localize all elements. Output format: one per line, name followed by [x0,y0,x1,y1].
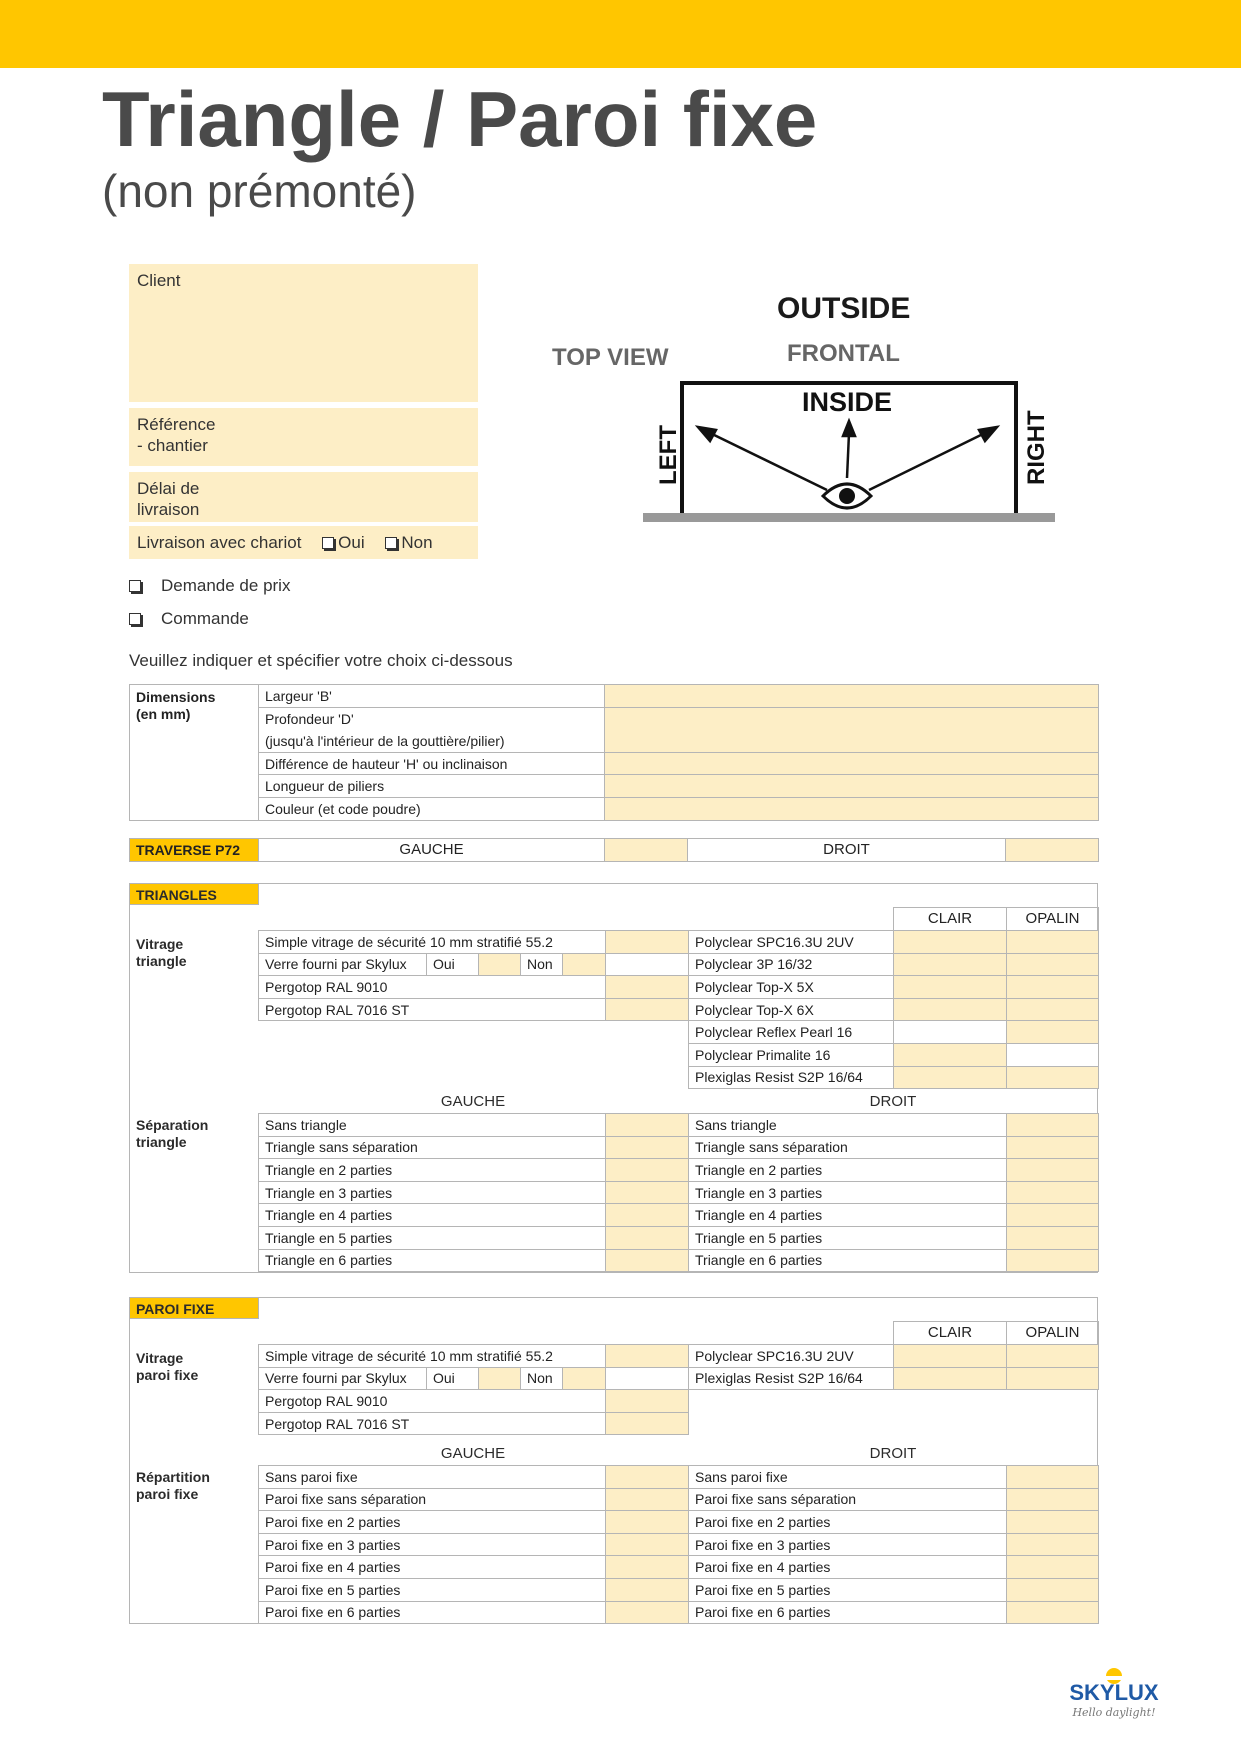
right-input[interactable] [1007,1249,1099,1272]
triangle-glazing-label: Vitrage triangle [136,936,187,969]
checkbox-icon[interactable] [129,580,141,592]
left-input[interactable] [606,1249,689,1272]
triangle-glazing-left [258,930,689,1021]
dim-row-label: (jusqu'à l'intérieur de la gouttière/pilier) [259,730,605,753]
clear-column-header: CLAIR [894,1322,1007,1345]
dim-input[interactable] [605,797,1099,820]
right-input[interactable] [1007,1556,1099,1579]
inside-label: INSIDE [802,387,893,417]
reference-label-2: - chantier [137,436,208,455]
option-order[interactable] [129,609,249,629]
opal-input[interactable] [1007,953,1099,976]
separation-option: Triangle en 2 parties [259,1159,606,1182]
separation-option: Triangle en 5 parties [689,1226,1007,1249]
right-input[interactable] [1007,1181,1099,1204]
page-subtitle: (non prémonté) [102,165,417,217]
paroi-glazing-left [258,1344,689,1435]
empty-cell [606,1367,689,1390]
glazing-option: Polyclear Primalite 16 [689,1043,894,1066]
top-accent-bar [0,0,1241,68]
glazing-option: Plexiglas Resist S2P 16/64 [689,1066,894,1089]
repartition-option: Paroi fixe en 3 parties [259,1533,606,1556]
left-input[interactable] [606,1204,689,1227]
opal-column-header: OPALIN [1007,1322,1099,1345]
separation-option: Triangle sans séparation [689,1136,1007,1159]
glazing-option: Polyclear Top-X 5X [689,976,894,999]
traverse-table [129,838,1099,862]
option-price-request-label: Demande de prix [161,576,291,595]
client-field[interactable] [129,264,478,402]
dim-input[interactable] [605,752,1099,775]
glazing-option: Polyclear SPC16.3U 2UV [689,1345,894,1368]
triangles-left-heading: GAUCHE [440,1093,506,1110]
paroi-repartition-table [258,1465,1099,1624]
glazing-option: Polyclear 3P 16/32 [689,953,894,976]
delivery-time-label-1: Délai de [137,479,200,498]
left-input[interactable] [606,1601,689,1624]
repartition-option: Paroi fixe en 2 parties [259,1511,606,1534]
clear-input[interactable] [894,931,1007,954]
separation-option: Sans triangle [689,1114,1007,1137]
left-input[interactable] [606,1511,689,1534]
yes-input[interactable] [479,953,521,976]
delivery-cart-label: Livraison avec chariot [137,533,302,552]
repartition-option: Paroi fixe en 6 parties [259,1601,606,1624]
no-input[interactable] [563,953,606,976]
dim-row-label: Largeur 'B' [259,685,605,708]
repartition-option: Sans paroi fixe [689,1466,1007,1489]
paroi-glazing-right [688,1344,1099,1390]
no-label: Non [521,953,563,976]
repartition-option: Sans paroi fixe [259,1466,606,1489]
right-input[interactable] [1007,1533,1099,1556]
page-title: Triangle / Paroi fixe [102,75,818,163]
paroi-glazing-label: Vitrage paroi fixe [136,1350,199,1383]
glazing-option: Polyclear Top-X 6X [689,998,894,1021]
left-input[interactable] [606,1533,689,1556]
separation-option: Triangle en 4 parties [259,1204,606,1227]
checkbox-icon[interactable] [129,613,141,625]
left-input[interactable] [606,1556,689,1579]
glazing-option: Plexiglas Resist S2P 16/64 [689,1367,894,1390]
right-label: RIGHT [1023,410,1050,485]
logo-brand: SKYLUX [1069,1680,1159,1705]
delivery-time-label-2: livraison [137,500,200,519]
repartition-option: Paroi fixe en 2 parties [689,1511,1007,1534]
opal-input[interactable] [1007,1021,1099,1044]
repartition-option: Paroi fixe en 5 parties [689,1578,1007,1601]
empty-cell [606,953,689,976]
repartition-option: Paroi fixe en 5 parties [259,1578,606,1601]
glazing-input[interactable] [606,1412,689,1435]
glazing-option: Pergotop RAL 9010 [259,1390,606,1413]
separation-option: Triangle en 2 parties [689,1159,1007,1182]
dim-row-label: Longueur de piliers [259,775,605,798]
no-input[interactable] [563,1367,606,1390]
separation-option: Triangle en 5 parties [259,1226,606,1249]
repartition-option: Paroi fixe en 4 parties [689,1556,1007,1579]
opal-input[interactable] [1007,976,1099,999]
right-input[interactable] [1007,1159,1099,1182]
delivery-cart-no[interactable] [385,533,432,552]
empty-cell [1007,1043,1099,1066]
glazing-option: Polyclear SPC16.3U 2UV [689,931,894,954]
glazing-option: Polyclear Reflex Pearl 16 [689,1021,894,1044]
clear-input[interactable] [894,953,1007,976]
frontal-label: FRONTAL [787,340,900,367]
clear-column-header: CLAIR [894,908,1007,931]
traverse-left-input[interactable] [605,839,688,862]
delivery-cart-row [129,526,478,559]
top-view-label: TOP VIEW [552,344,669,371]
empty-cell [894,1021,1007,1044]
opal-input[interactable] [1007,1367,1099,1390]
no-label: Non [521,1367,563,1390]
repartition-option: Paroi fixe en 4 parties [259,1556,606,1579]
skylux-logo [1060,1660,1180,1730]
left-input[interactable] [606,1488,689,1511]
dimensions-label: Dimensions (en mm) [130,685,259,821]
glazing-option: Pergotop RAL 7016 ST [259,998,606,1021]
clear-input[interactable] [894,1345,1007,1368]
right-input[interactable] [1007,1578,1099,1601]
glazing-option: Pergotop RAL 7016 ST [259,1412,606,1435]
opal-input[interactable] [1007,1345,1099,1368]
checkbox-icon[interactable] [385,537,397,549]
left-input[interactable] [606,1181,689,1204]
reference-field[interactable] [129,408,478,466]
left-input[interactable] [606,1114,689,1137]
outside-label: OUTSIDE [777,292,911,325]
glazing-input[interactable] [606,1345,689,1368]
dim-row-label: Couleur (et code poudre) [259,797,605,820]
right-input[interactable] [1007,1136,1099,1159]
dim-input[interactable] [605,707,1099,752]
traverse-right-input[interactable] [1006,839,1099,862]
delivery-time-field[interactable] [129,472,478,522]
triangle-glazing-right [688,930,1099,1089]
client-label: Client [137,271,181,290]
paroi-right-heading: DROIT [869,1445,917,1462]
yes-label: Oui [427,953,479,976]
ground-line [643,513,1055,522]
right-input[interactable] [1007,1466,1099,1489]
opal-column-header: OPALIN [1007,908,1099,931]
glazing-option: Simple vitrage de sécurité 10 mm stratifié 55.2 [259,931,606,954]
triangle-separation-table [258,1113,1099,1272]
repartition-option: Paroi fixe en 3 parties [689,1533,1007,1556]
top-view-diagram [540,290,1080,550]
left-input[interactable] [606,1578,689,1601]
left-input[interactable] [606,1136,689,1159]
logo-tagline: Hello daylight! [1072,1706,1156,1719]
opal-input[interactable] [1007,1066,1099,1089]
glazing-option: Simple vitrage de sécurité 10 mm stratifié 55.2 [259,1345,606,1368]
paroi-repartition-label: Répartition paroi fixe [136,1469,210,1502]
glazing-input[interactable] [606,998,689,1021]
right-input[interactable] [1007,1601,1099,1624]
left-input[interactable] [606,1466,689,1489]
option-order-label: Commande [161,609,249,628]
glazing-option: Pergotop RAL 9010 [259,976,606,999]
clear-input[interactable] [894,1066,1007,1089]
repartition-option: Paroi fixe sans séparation [259,1488,606,1511]
separation-option: Triangle en 3 parties [689,1181,1007,1204]
yes-label: Oui [427,1367,479,1390]
triangles-glazing-type-header [893,907,1099,931]
delivery-cart-yes-label: Oui [338,533,365,552]
separation-option: Triangle en 6 parties [689,1249,1007,1272]
clear-input[interactable] [894,1043,1007,1066]
opal-input[interactable] [1007,931,1099,954]
dim-input[interactable] [605,775,1099,798]
traverse-header: TRAVERSE P72 [130,839,259,862]
paroi-fixe-header: PAROI FIXE [129,1297,259,1319]
glazing-option: Verre fourni par Skylux [259,953,427,976]
instruction-text: Veuillez indiquer et spécifier votre choix ci-dessous [129,651,513,670]
clear-input[interactable] [894,976,1007,999]
right-input[interactable] [1007,1226,1099,1249]
paroi-glazing-type-header [893,1321,1099,1345]
glazing-option: Verre fourni par Skylux [259,1367,427,1390]
repartition-option: Paroi fixe en 6 parties [689,1601,1007,1624]
reference-label-1: Référence [137,415,216,434]
left-label: LEFT [655,425,682,485]
right-input[interactable] [1007,1114,1099,1137]
clear-input[interactable] [894,1367,1007,1390]
separation-option: Sans triangle [259,1114,606,1137]
left-input[interactable] [606,1226,689,1249]
separation-option: Triangle sans séparation [259,1136,606,1159]
separation-option: Triangle en 4 parties [689,1204,1007,1227]
left-input[interactable] [606,1159,689,1182]
triangles-right-heading: DROIT [869,1093,917,1110]
paroi-left-heading: GAUCHE [440,1445,506,1462]
option-price-request[interactable] [129,576,290,596]
yes-input[interactable] [479,1367,521,1390]
delivery-cart-no-label: Non [401,533,433,552]
right-input[interactable] [1007,1204,1099,1227]
right-input[interactable] [1007,1511,1099,1534]
right-input[interactable] [1007,1488,1099,1511]
separation-option: Triangle en 6 parties [259,1249,606,1272]
glazing-input[interactable] [606,976,689,999]
checkbox-icon[interactable] [322,537,334,549]
triangle-separation-label: Séparation triangle [136,1117,209,1150]
view-arrows [698,421,997,490]
traverse-right-label: DROIT [688,839,1006,862]
dim-input[interactable] [605,685,1099,708]
dim-row-label: Profondeur 'D' [259,707,605,730]
eye-icon [823,484,871,508]
delivery-cart-yes[interactable] [322,533,364,552]
opal-input[interactable] [1007,998,1099,1021]
dim-row-label: Différence de hauteur 'H' ou inclinaison [259,752,605,775]
dimensions-table [129,684,1099,821]
triangles-header: TRIANGLES [129,883,259,905]
clear-input[interactable] [894,998,1007,1021]
glazing-input[interactable] [606,1390,689,1413]
glazing-input[interactable] [606,931,689,954]
traverse-left-label: GAUCHE [259,839,605,862]
repartition-option: Paroi fixe sans séparation [689,1488,1007,1511]
separation-option: Triangle en 3 parties [259,1181,606,1204]
